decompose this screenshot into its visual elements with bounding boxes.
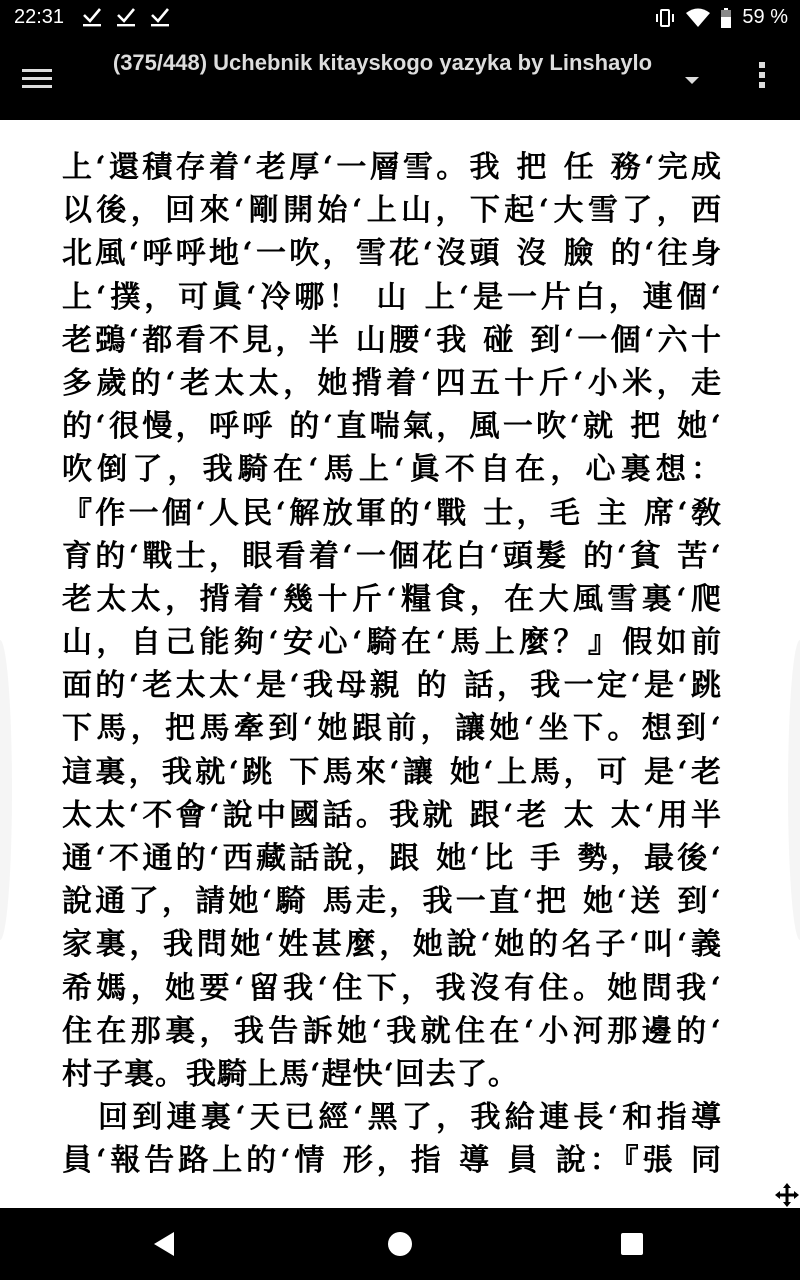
- text-line: 通‘不通的‘西藏話說，跟 她‘比 手 勢，最後‘: [62, 841, 722, 876]
- text-line: 下馬，把馬牽到‘她跟前，讓她‘坐下。想到‘: [62, 711, 722, 747]
- vibrate-icon: [654, 8, 676, 28]
- text-line: 太太‘不會‘說中國話。我就 跟‘老 太 太‘用半: [62, 797, 722, 833]
- status-time: 22:31: [14, 6, 65, 28]
- dropdown-arrow-icon[interactable]: [680, 68, 704, 92]
- book-page[interactable]: [0, 120, 800, 1208]
- text-line: 多歲的‘老太太，她揹着‘四五十斤‘小米，走: [62, 365, 722, 401]
- text-line: 『作一個‘人民‘解放軍的‘戰 士，毛 主 席‘敎: [62, 495, 722, 531]
- overflow-menu-icon[interactable]: [752, 62, 772, 98]
- text-line: 員‘報告路上的‘情 形，指 導 員 說：『張 同: [62, 1143, 722, 1179]
- text-line: 育的‘戰士，眼看着‘一個花白‘頭髮 的‘貧 苦‘: [62, 538, 722, 574]
- text-line: 老鵶‘都看不見，半 山腰‘我 碰 到‘一個‘六十: [62, 322, 722, 358]
- back-icon[interactable]: [152, 1230, 176, 1262]
- text-line: 吹倒了，我騎在‘馬上‘眞不自在，心裏想：: [62, 452, 722, 488]
- page-curl-right: [788, 640, 800, 940]
- notification-icons: [82, 4, 170, 28]
- move-arrows-icon[interactable]: [774, 1182, 800, 1208]
- text-line: 北風‘呼呼地‘一吹，雪花‘沒頭 沒 臉 的‘往身: [62, 236, 722, 272]
- text-line: 這裏，我就‘跳 下馬來‘讓 她‘上馬，可 是‘老: [62, 754, 722, 790]
- battery-icon: [720, 8, 732, 28]
- hamburger-menu-icon[interactable]: [22, 64, 62, 94]
- status-bar: [0, 0, 800, 38]
- recents-icon[interactable]: [621, 1233, 643, 1255]
- wifi-icon: [686, 8, 710, 28]
- text-line: 回到連裏‘天已經‘黑了，我給連長‘和指導: [98, 1100, 722, 1136]
- check-icon: [150, 4, 170, 28]
- text-line: 村子裏。我騎上馬‘趕快‘回去了。: [62, 1056, 519, 1092]
- text-line: 的‘很慢，呼呼 的‘直喘氣，風一吹‘就 把 她‘: [62, 409, 722, 445]
- status-right: [654, 6, 788, 29]
- text-line: 山，自己能夠‘安心‘騎在‘馬上麼？』假如前: [62, 625, 722, 661]
- text-line: 以後，回來‘剛開始‘上山，下起‘大雪了，西: [62, 193, 722, 229]
- battery-percent: 59 %: [742, 6, 788, 28]
- text-line: 上‘還積存着‘老厚‘一層雪。我 把 任 務‘完成: [62, 150, 722, 185]
- page-curl-left: [0, 640, 12, 940]
- check-icon: [116, 4, 136, 28]
- check-icon: [82, 4, 102, 28]
- text-line: 老太太，揹着‘幾十斤‘糧食，在大風雪裏‘爬: [62, 581, 722, 617]
- text-line: 家裏，我問她‘姓甚麼，她說‘她的名子‘叫‘義: [62, 927, 722, 963]
- book-title: (375/448) Uchebnik kitayskogo yazyka by Linshaylo: [112, 50, 653, 75]
- home-icon[interactable]: [388, 1232, 412, 1256]
- text-line: 上‘撲，可眞‘冷哪！ 山 上‘是一片白，連個‘: [62, 279, 722, 315]
- text-line: 說通了，請她‘騎 馬走，我一直‘把 她‘送 到‘: [62, 884, 722, 920]
- app-bar: [0, 38, 800, 120]
- navigation-bar: [0, 1208, 800, 1280]
- text-line: 面的‘老太太‘是‘我母親 的 話，我一定‘是‘跳: [62, 668, 722, 704]
- text-line: 住在那裏，我告訴她‘我就住在‘小河那邊的‘: [62, 1013, 722, 1049]
- page-text: [62, 146, 722, 1183]
- text-line: 希媽，她要‘留我‘住下，我沒有住。她問我‘: [62, 970, 722, 1006]
